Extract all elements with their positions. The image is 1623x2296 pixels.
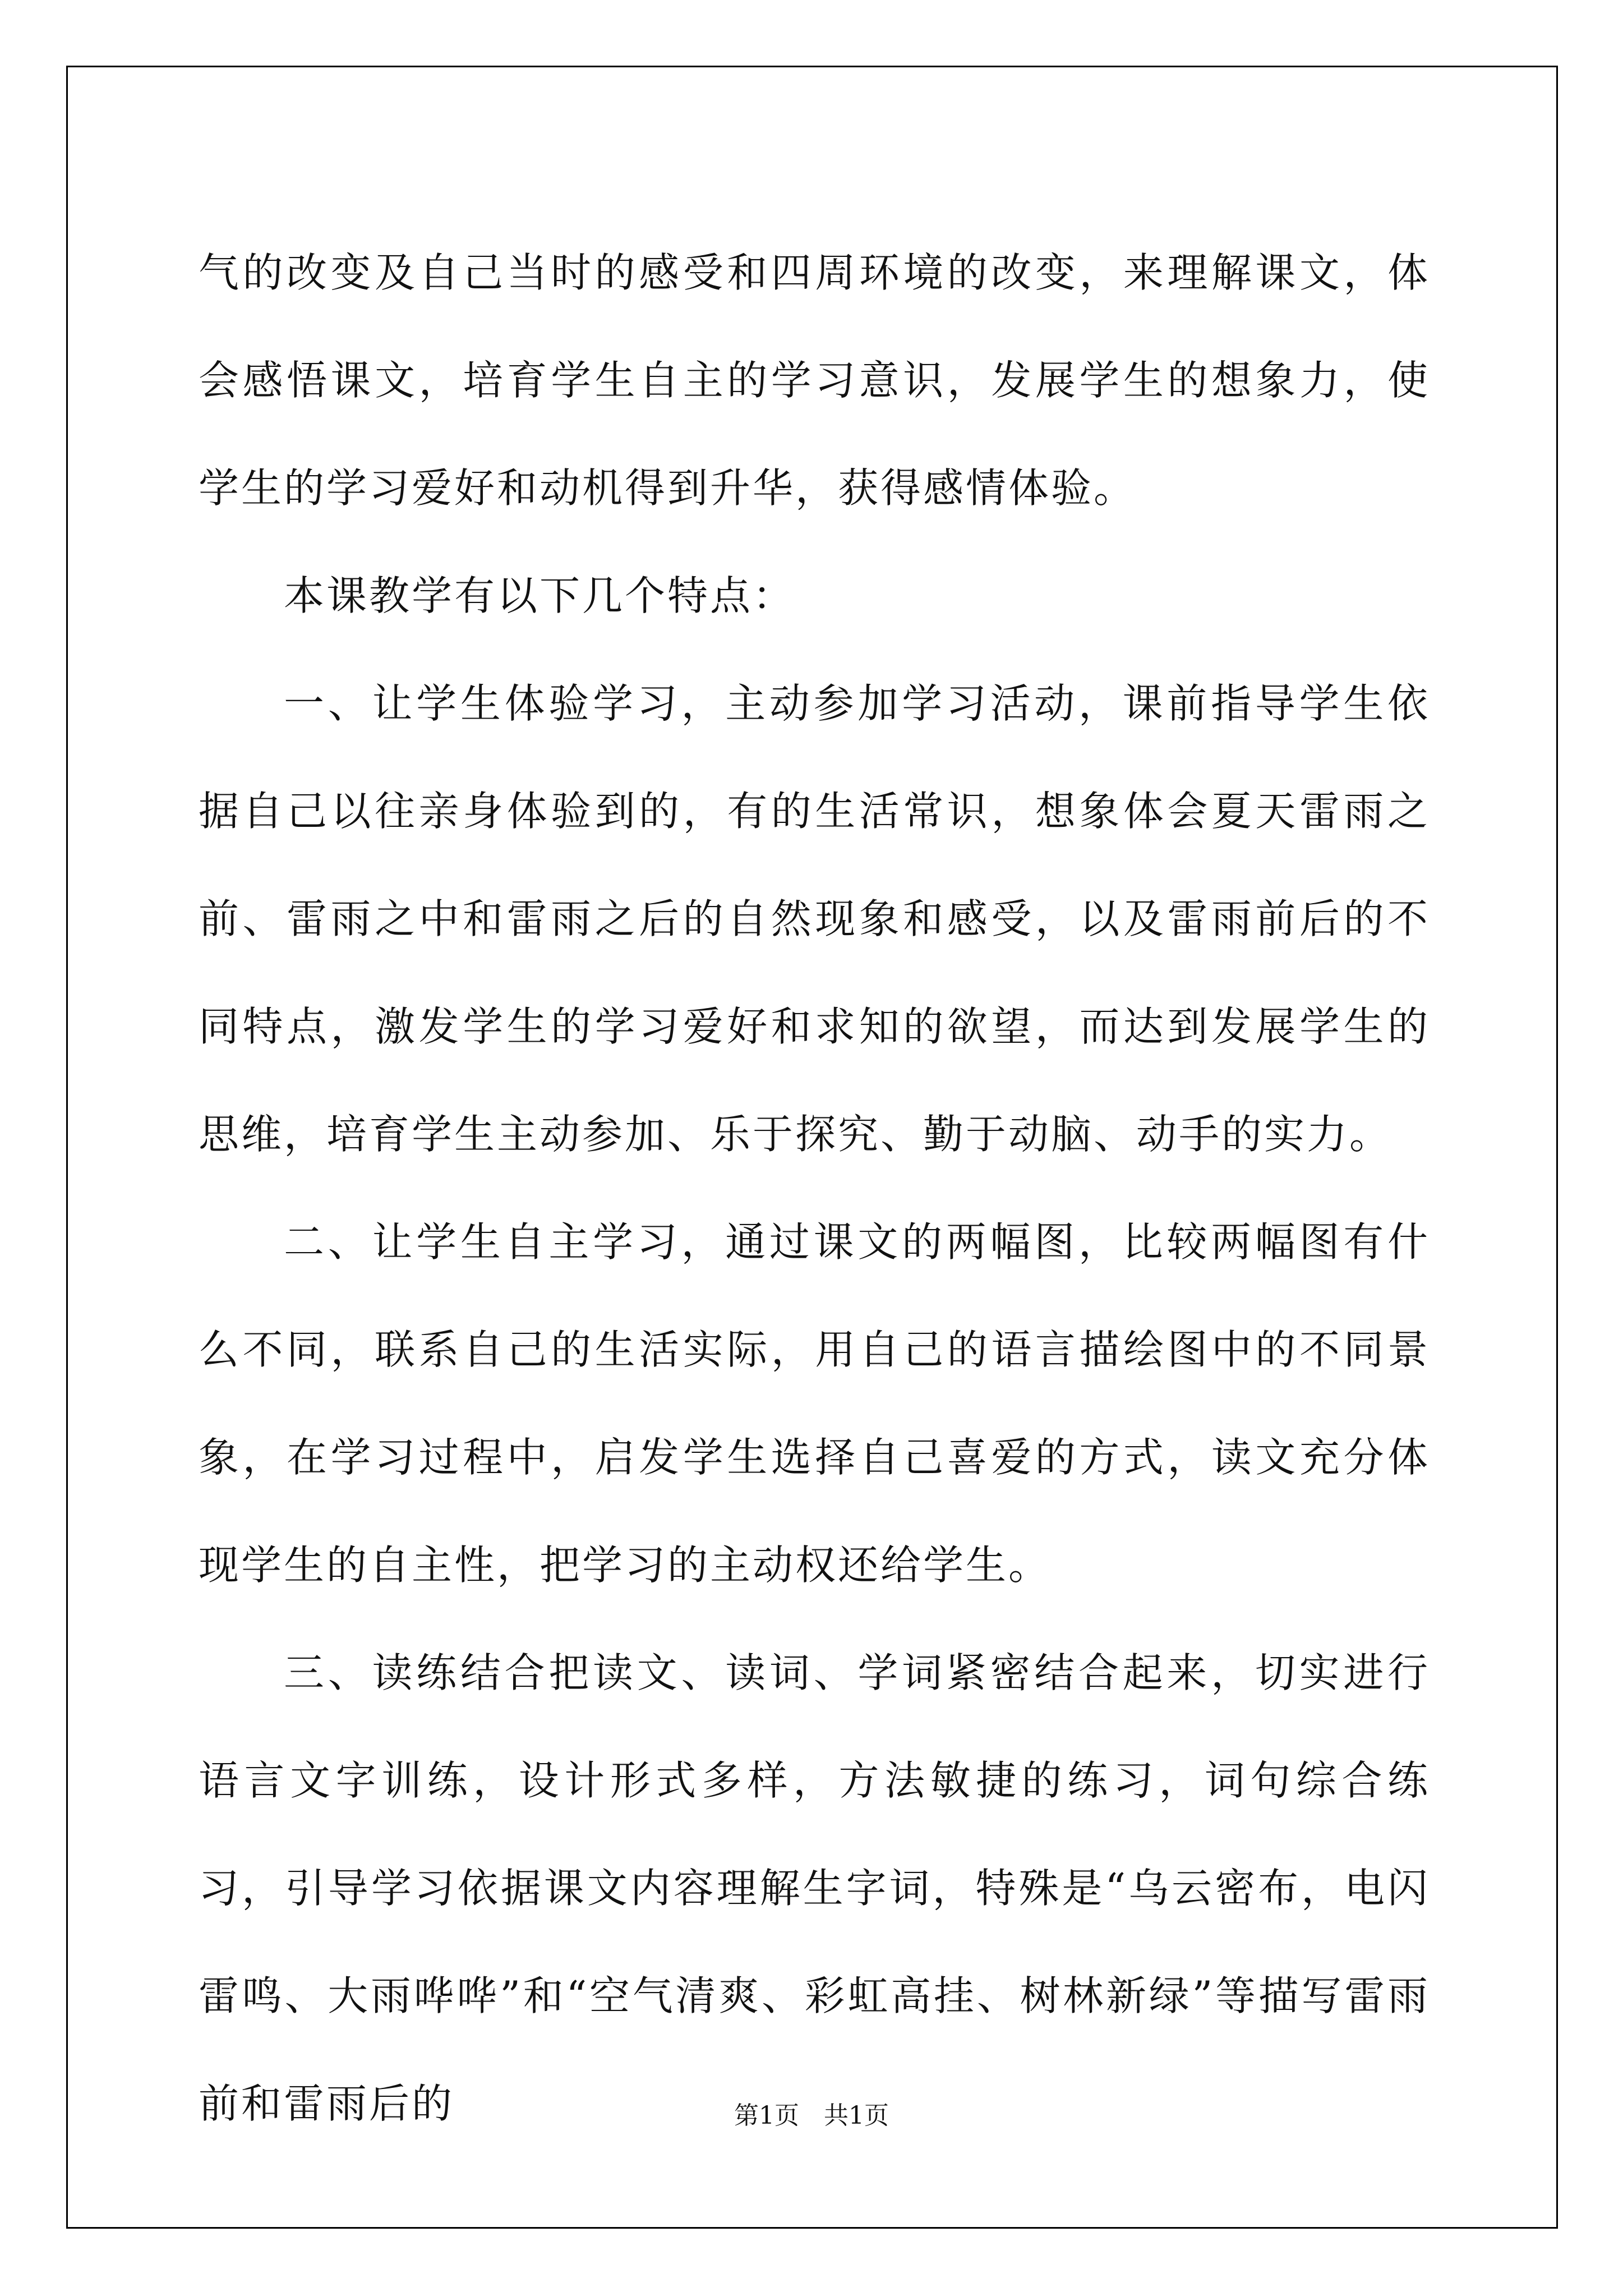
paragraph-2: 本课教学有以下几个特点： [284,572,796,619]
paragraph-3: 一、让学生体验学习，主动参加学习活动，课前指导学生依据自己以往亲身体验到的，有的生活常识，想象体会夏天雷雨之前、雷雨之中和雷雨之后的自然现象和感受，以及雷雨前后的不同特点，激发学生的学习爱好和求知的欲望，而达到发展学生的思维，培育学生主动参加、乐于探究、勤于动脑、动手的实力。 [199,680,1430,1158]
paragraph-4: 二、让学生自主学习，通过课文的两幅图，比较两幅图有什么不同，联系自己的生活实际，用自己的语言描绘图中的不同景象，在学习过程中，启发学生选择自己喜爱的方式，读文充分体现学生的自主性，把学习的主动权还给学生。 [199,1218,1430,1589]
paragraph-5: 三、读练结合把读文、读词、学词紧密结合起来，切实进行语言文字训练，设计形式多样，方法敏捷的练习，词句综合练习，引导学习依据课文内容理解生字词，特殊是“乌云密布，电闪雷鸣、大雨哗哗”和“空气清爽、彩虹高挂、树林新绿”等描写雷雨前和雷雨后的 [199,1649,1430,2127]
page-number-current: 第1页 [734,2101,799,2130]
page-number-total: 共1页 [824,2101,889,2130]
page-footer [0,2095,1623,2131]
document-body [199,219,1430,2157]
paragraph-1: 气的改变及自己当时的感受和四周环境的改变，来理解课文，体会感悟课文，培育学生自主的学习意识，发展学生的想象力，使学生的学习爱好和动机得到升华，获得感情体验。 [199,249,1430,512]
